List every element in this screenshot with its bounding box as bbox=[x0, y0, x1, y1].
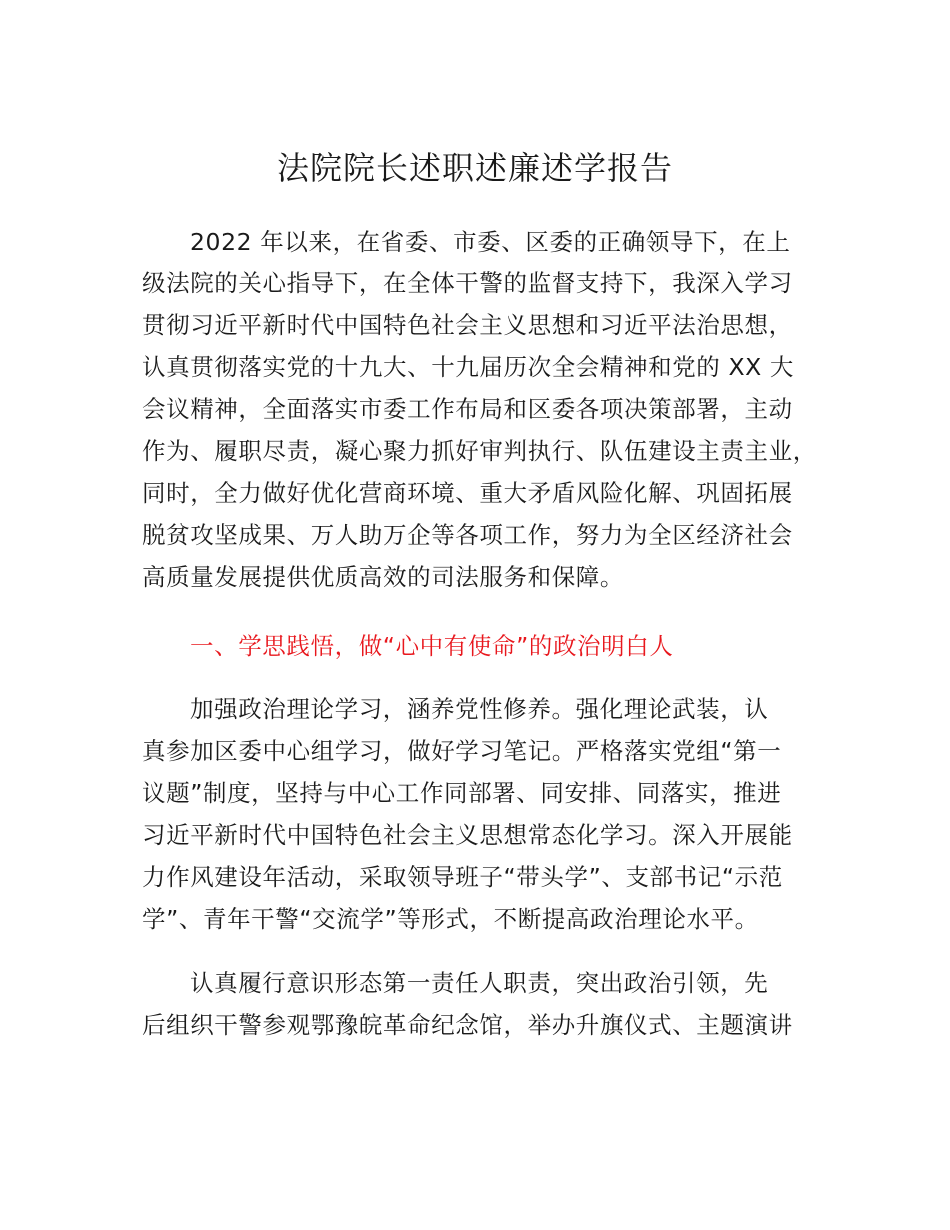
para2-line-5: 力作风建设年活动，采取领导班子“带头学”、支部书记“示范 bbox=[142, 863, 783, 891]
para2-line-6: 学”、青年干警“交流学”等形式，不断提高政治理论水平。 bbox=[142, 905, 759, 933]
intro-line-8: 脱贫攻坚成果、万人助万企等各项工作，努力为全区经济社会 bbox=[142, 521, 793, 549]
para3-line-2: 后组织干警参观鄂豫皖革命纪念馆，举办升旗仪式、主题演讲 bbox=[142, 1011, 793, 1039]
section-heading: 一、学思践悟，做“心中有使命”的政治明白人 bbox=[190, 632, 674, 660]
para2-line-3: 议题”制度，坚持与中心工作同部署、同安排、同落实，推进 bbox=[142, 779, 782, 807]
intro-line-5: 会议精神，全面落实市委工作布局和区委各项决策部署，主动 bbox=[142, 395, 793, 423]
intro-line-3: 贯彻习近平新时代中国特色社会主义思想和习近平法治思想， bbox=[142, 311, 793, 339]
intro-line-4: 认真贯彻落实党的十九大、十九届历次全会精神和党的 XX 大 bbox=[142, 353, 795, 381]
intro-line-6: 作为、履职尽责，凝心聚力抓好审判执行、队伍建设主责主业， bbox=[142, 437, 817, 465]
intro-line-7: 同时，全力做好优化营商环境、重大矛盾风险化解、巩固拓展 bbox=[142, 479, 793, 507]
intro-line-2: 级法院的关心指导下，在全体干警的监督支持下，我深入学习 bbox=[142, 269, 793, 297]
intro-line-1: 2022 年以来，在省委、市委、区委的正确领导下，在上 bbox=[190, 228, 791, 256]
para3-line-1: 认真履行意识形态第一责任人职责，突出政治引领，先 bbox=[190, 969, 769, 997]
document-title: 法院院长述职述廉述学报告 bbox=[276, 149, 673, 187]
intro-line-9: 高质量发展提供优质高效的司法服务和保障。 bbox=[142, 563, 624, 591]
para2-line-1: 加强政治理论学习，涵养党性修养。强化理论武装，认 bbox=[190, 695, 769, 723]
para2-line-2: 真参加区委中心组学习，做好学习笔记。严格落实党组“第一 bbox=[142, 737, 782, 765]
para2-line-4: 习近平新时代中国特色社会主义思想常态化学习。深入开展能 bbox=[142, 821, 793, 849]
